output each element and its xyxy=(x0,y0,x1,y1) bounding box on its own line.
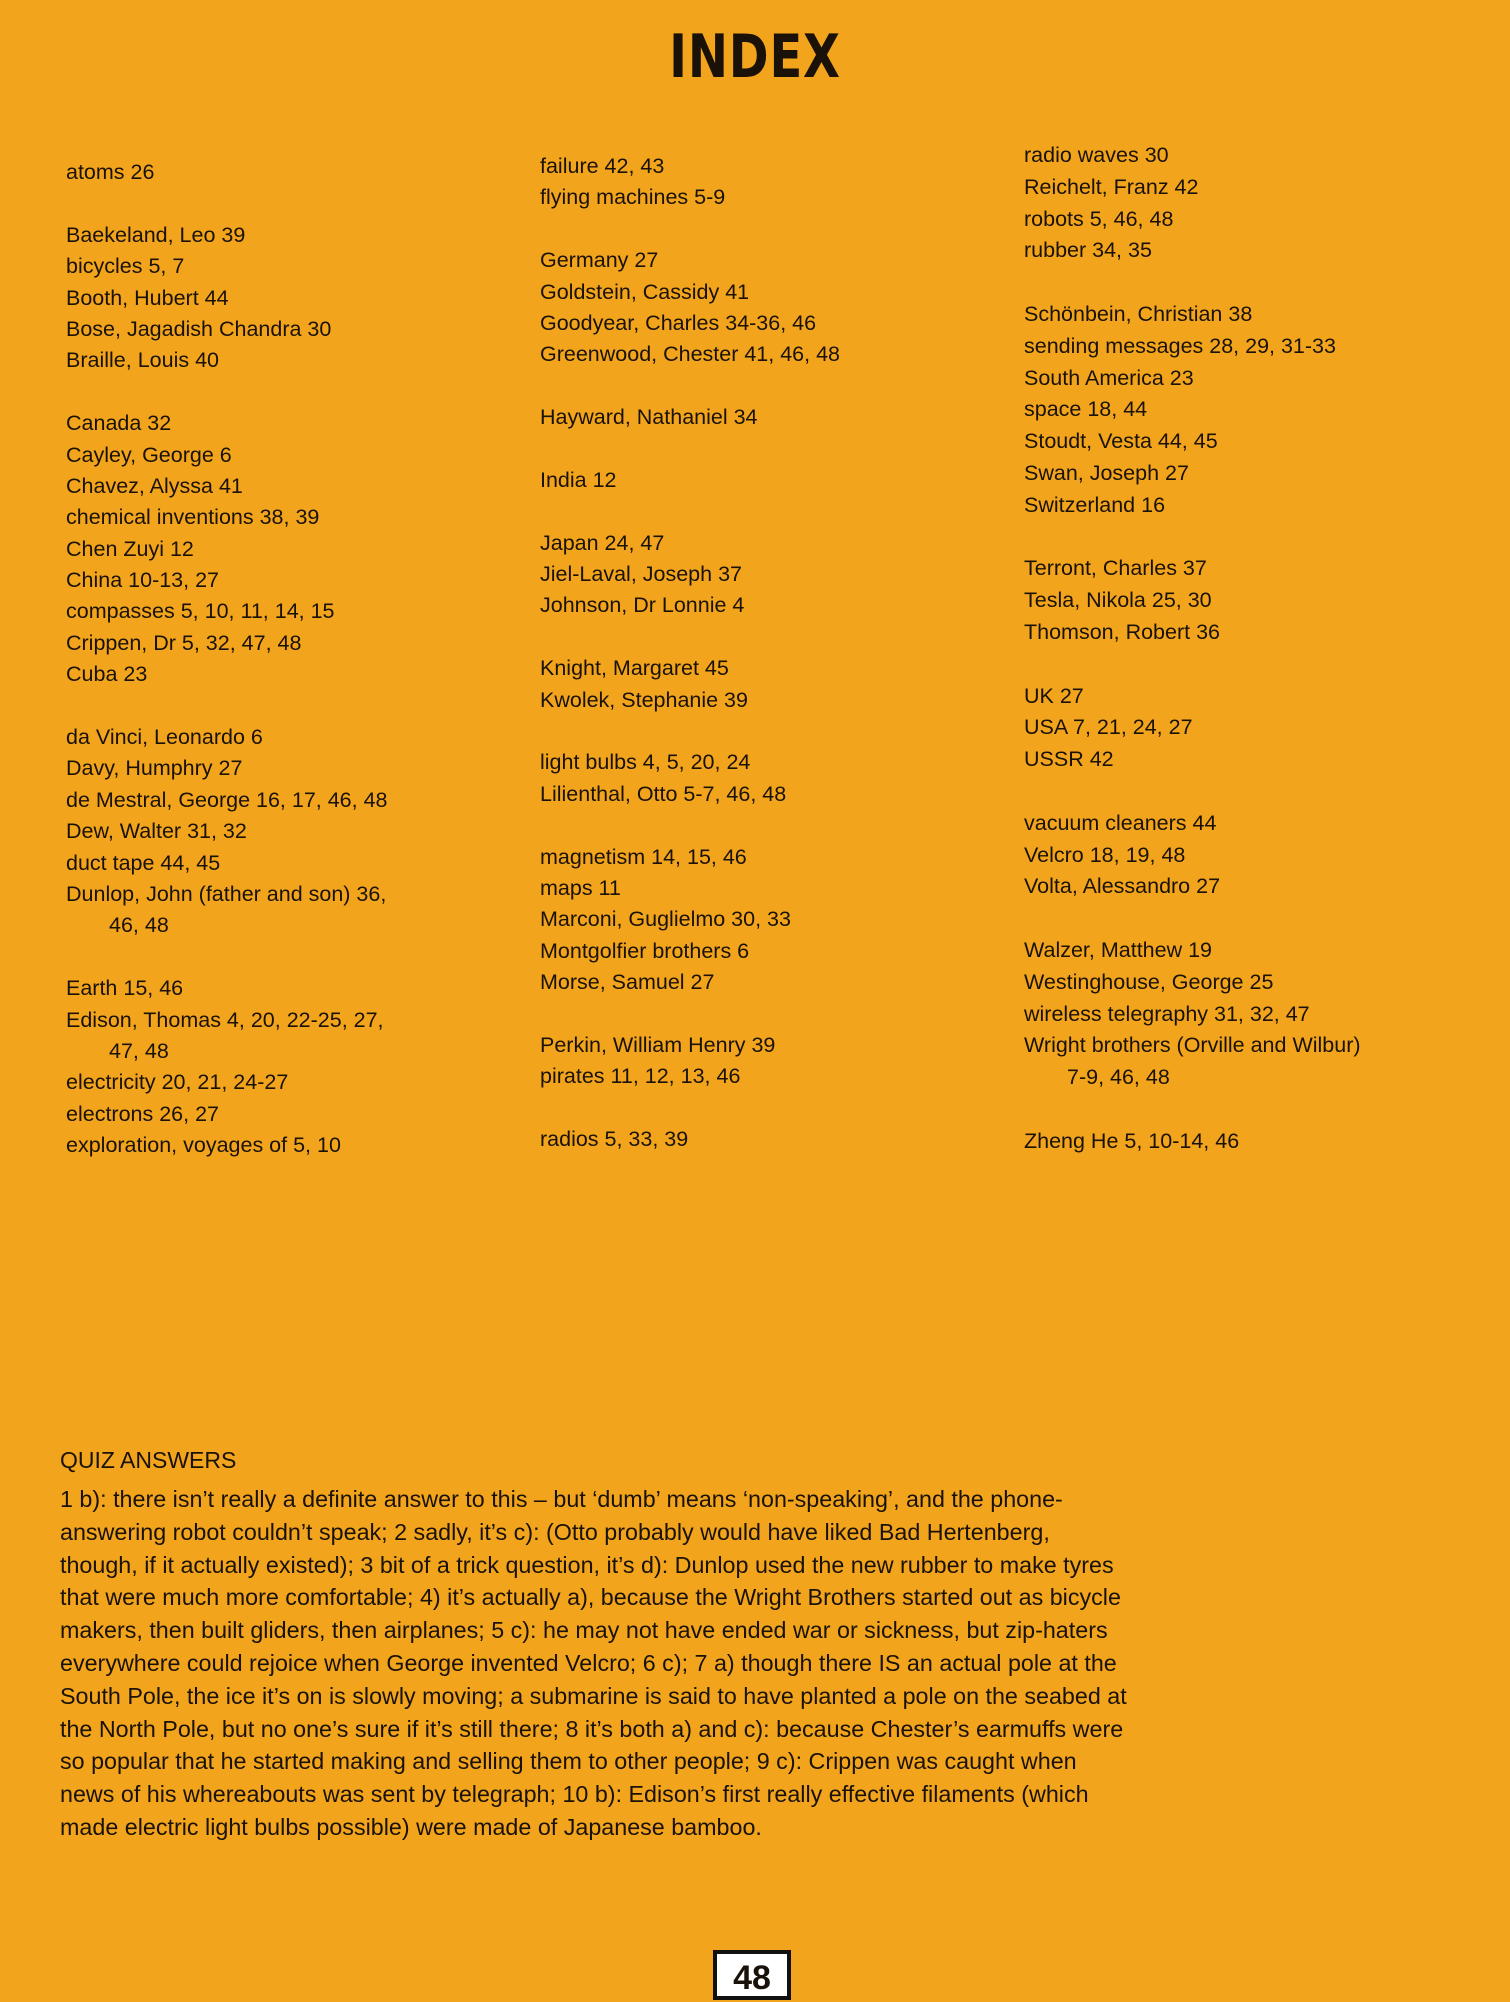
index-entry: exploration, voyages of 5, 10 xyxy=(66,1133,341,1158)
index-entry: Montgolfier brothers 6 xyxy=(540,938,750,963)
index-entry: Johnson, Dr Lonnie 4 xyxy=(540,593,745,618)
index-entry: space 18, 44 xyxy=(1024,397,1148,422)
index-spacer xyxy=(540,434,840,465)
index-entry: flying machines 5-9 xyxy=(540,185,726,210)
index-entry: Terront, Charles 37 xyxy=(1024,556,1207,581)
index-entry: radio waves 30 xyxy=(1024,143,1169,167)
index-spacer xyxy=(1024,267,1361,299)
quiz-answer-line: that were much more comfortable; 4) it’s actually a), because the Wright Brothers started out as bicycle xyxy=(60,1584,1121,1611)
index-entry: USSR 42 xyxy=(1024,747,1114,772)
index-entry: atoms 26 xyxy=(66,160,155,184)
index-spacer xyxy=(540,214,840,245)
index-entry: Braille, Louis 40 xyxy=(66,348,219,373)
index-entry: Perkin, William Henry 39 xyxy=(540,1032,776,1057)
index-entry: Marconi, Guglielmo 30, 33 xyxy=(540,907,791,932)
index-entry: Dew, Walter 31, 32 xyxy=(66,819,247,844)
index-spacer xyxy=(1024,522,1361,554)
page-title: INDEX xyxy=(669,22,841,92)
index-entry: 47, 48 xyxy=(109,1038,169,1063)
index-entry: Japan 24, 47 xyxy=(540,530,665,555)
index-spacer xyxy=(540,496,840,527)
index-entry: Volta, Alessandro 27 xyxy=(1024,874,1221,899)
index-entry: Velcro 18, 19, 48 xyxy=(1024,842,1186,867)
index-spacer xyxy=(540,1093,840,1124)
index-entry: Crippen, Dr 5, 32, 47, 48 xyxy=(66,630,302,655)
index-spacer xyxy=(1024,903,1361,935)
index-entry: South America 23 xyxy=(1024,365,1194,390)
index-entry: Booth, Hubert 44 xyxy=(66,285,229,310)
index-entry: India 12 xyxy=(540,467,617,492)
index-entry: chemical inventions 38, 39 xyxy=(66,505,320,530)
index-entry: Bose, Jagadish Chandra 30 xyxy=(66,316,332,341)
index-entry: robots 5, 46, 48 xyxy=(1024,206,1174,231)
index-entry: radios 5, 33, 39 xyxy=(540,1127,689,1152)
index-entry: Wright brothers (Orville and Wilbur) xyxy=(1024,1033,1361,1058)
index-entry: rubber 34, 35 xyxy=(1024,238,1152,263)
index-entry: Baekeland, Leo 39 xyxy=(66,222,246,247)
index-entry: Westinghouse, George 25 xyxy=(1024,969,1274,994)
index-spacer xyxy=(540,371,840,402)
index-entry: magnetism 14, 15, 46 xyxy=(540,844,747,869)
quiz-answer-line: 1 b): there isn’t really a definite answer to this – but ‘dumb’ means ‘non-speaking’, and the phone- xyxy=(60,1486,1063,1512)
index-entry: electrons 26, 27 xyxy=(66,1101,219,1126)
index-entry: 7-9, 46, 48 xyxy=(1067,1065,1170,1090)
index-entry: China 10-13, 27 xyxy=(66,568,219,593)
index-entry: Lilienthal, Otto 5-7, 46, 48 xyxy=(540,781,787,806)
index-entry: Knight, Margaret 45 xyxy=(540,656,729,681)
index-entry: Edison, Thomas 4, 20, 22-25, 27, xyxy=(66,1007,384,1032)
quiz-answer-line: the North Pole, but no one’s sure if it’s still there; 8 it’s both a) and c): because Chester’s earmuffs were xyxy=(60,1715,1124,1742)
index-entry: Jiel-Laval, Joseph 37 xyxy=(540,562,742,587)
index-spacer xyxy=(540,716,840,747)
index-spacer xyxy=(66,691,388,722)
index-entry: Chavez, Alyssa 41 xyxy=(66,473,243,498)
index-entry: Schönbein, Christian 38 xyxy=(1024,301,1253,326)
quiz-answer-line: answering robot couldn’t speak; 2 sadly, it’s c): (Otto probably would have liked Bad Hertenberg, xyxy=(60,1518,1050,1545)
index-spacer xyxy=(540,999,840,1030)
index-entry: Cayley, George 6 xyxy=(66,442,232,467)
index-entry: sending messages 28, 29, 31-33 xyxy=(1024,333,1336,358)
index-entry: Stoudt, Vesta 44, 45 xyxy=(1024,429,1218,454)
quiz-answers-text xyxy=(60,1483,1127,1844)
index-entry: Dunlop, John (father and son) 36, xyxy=(66,881,387,906)
index-entry: maps 11 xyxy=(540,875,621,900)
index-entry: wireless telegraphy 31, 32, 47 xyxy=(1024,1001,1310,1026)
index-spacer xyxy=(1024,649,1361,681)
index-spacer xyxy=(66,188,388,219)
index-entry: UK 27 xyxy=(1024,683,1084,708)
index-entry: light bulbs 4, 5, 20, 24 xyxy=(540,750,751,775)
index-spacer xyxy=(66,377,388,408)
index-column-1 xyxy=(66,157,388,1162)
index-entry: Walzer, Matthew 19 xyxy=(1024,937,1212,962)
quiz-answer-line: South Pole, the ice it’s on is slowly moving; a submarine is said to have planted a pole on the seabed at xyxy=(60,1682,1127,1709)
index-entry: 46, 48 xyxy=(109,913,169,938)
index-entry: Goodyear, Charles 34-36, 46 xyxy=(540,310,817,335)
quiz-answer-line: everywhere could rejoice when George invented Velcro; 6 c); 7 a) though there IS an actual pole at the xyxy=(60,1649,1117,1676)
index-entry: Greenwood, Chester 41, 46, 48 xyxy=(540,342,840,367)
index-entry: Cuba 23 xyxy=(66,662,148,687)
quiz-answer-line: though, if it actually existed); 3 bit of a trick question, it’s d): Dunlop used the new rubber to make tyres xyxy=(60,1551,1114,1578)
index-entry: Reichelt, Franz 42 xyxy=(1024,174,1199,199)
index-entry: Hayward, Nathaniel 34 xyxy=(540,405,758,430)
index-entry: vacuum cleaners 44 xyxy=(1024,810,1217,835)
index-entry: Thomson, Robert 36 xyxy=(1024,619,1220,644)
index-spacer xyxy=(1024,776,1361,808)
index-entry: Canada 32 xyxy=(66,411,172,436)
index-entry: duct tape 44, 45 xyxy=(66,850,221,875)
index-spacer xyxy=(66,942,388,973)
index-entry: da Vinci, Leonardo 6 xyxy=(66,725,263,750)
index-entry: compasses 5, 10, 11, 14, 15 xyxy=(66,599,335,624)
index-entry: Earth 15, 46 xyxy=(66,976,184,1001)
index-column-2 xyxy=(540,151,840,1156)
index-entry: Goldstein, Cassidy 41 xyxy=(540,279,750,304)
index-spacer xyxy=(540,810,840,841)
index-spacer xyxy=(540,622,840,653)
index-spacer xyxy=(1024,1094,1361,1126)
index-column-3 xyxy=(1024,140,1361,1158)
index-entry: Chen Zuyi 12 xyxy=(66,536,194,561)
quiz-answer-line: news of his whereabouts was sent by telegraph; 10 b): Edison’s first really effective filaments (which xyxy=(60,1781,1089,1808)
index-entry: Swan, Joseph 27 xyxy=(1024,460,1189,485)
page-number: 48 xyxy=(713,1950,791,2000)
quiz-answer-line: makers, then built gliders, then airplanes; 5 c): he may not have ended war or sickness, but zip-haters xyxy=(60,1617,1108,1644)
index-entry: Zheng He 5, 10-14, 46 xyxy=(1024,1128,1240,1153)
index-entry: Switzerland 16 xyxy=(1024,492,1166,517)
quiz-answers-heading: QUIZ ANSWERS xyxy=(60,1447,237,1473)
index-entry: Germany 27 xyxy=(540,248,659,273)
index-entry: pirates 11, 12, 13, 46 xyxy=(540,1064,741,1089)
index-entry: de Mestral, George 16, 17, 46, 48 xyxy=(66,787,388,812)
index-entry: failure 42, 43 xyxy=(540,154,665,178)
quiz-answer-line: made electric light bulbs possible) were made of Japanese bamboo. xyxy=(60,1813,762,1840)
quiz-answer-line: so popular that he started making and selling them to other people; 9 c): Crippen was caught when xyxy=(60,1748,1077,1775)
index-entry: Tesla, Nikola 25, 30 xyxy=(1024,588,1212,613)
index-entry: Kwolek, Stephanie 39 xyxy=(540,687,748,712)
index-entry: electricity 20, 21, 24-27 xyxy=(66,1070,289,1095)
index-entry: bicycles 5, 7 xyxy=(66,254,185,279)
index-entry: USA 7, 21, 24, 27 xyxy=(1024,715,1193,740)
index-entry: Davy, Humphry 27 xyxy=(66,756,243,781)
index-entry: Morse, Samuel 27 xyxy=(540,970,715,995)
